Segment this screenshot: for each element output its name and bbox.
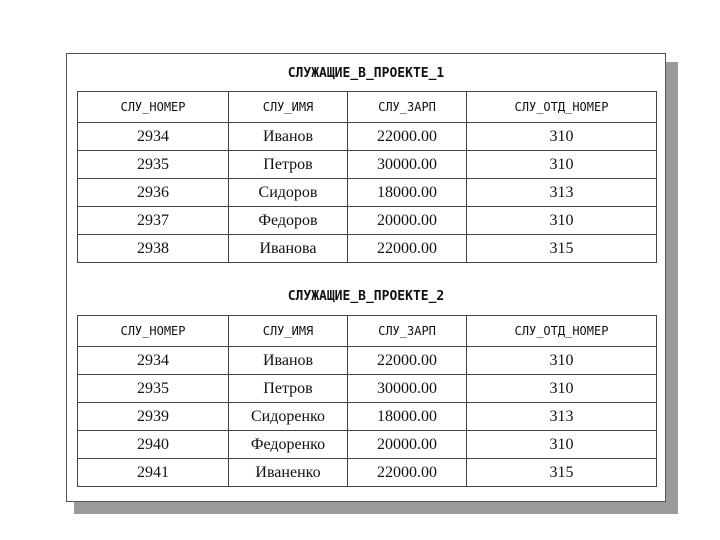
table-1-header-row [78,92,657,123]
table-2 [77,315,657,487]
cell-nomer: 2940 [78,431,229,459]
cell-zarp: 18000.00 [348,179,467,207]
header-slu-otd-nomer: СЛУ_ОТД_НОМЕР [467,316,657,347]
table-row [78,123,657,151]
cell-nomer: 2938 [78,235,229,263]
cell-otd: 310 [467,375,657,403]
header-slu-otd-nomer: СЛУ_ОТД_НОМЕР [467,92,657,123]
tables-frame [66,53,666,502]
table-row [78,151,657,179]
header-slu-nomer: СЛУ_НОМЕР [78,316,229,347]
cell-imya: Петров [229,375,348,403]
cell-zarp: 22000.00 [348,123,467,151]
cell-otd: 310 [467,431,657,459]
table-1 [77,91,657,263]
header-slu-imya: СЛУ_ИМЯ [229,92,348,123]
cell-imya: Иванов [229,123,348,151]
cell-imya: Петров [229,151,348,179]
cell-otd: 310 [467,207,657,235]
cell-imya: Сидоров [229,179,348,207]
cell-nomer: 2936 [78,179,229,207]
cell-nomer: 2935 [78,375,229,403]
table-2-header-row [78,316,657,347]
cell-otd: 313 [467,179,657,207]
table-row [78,179,657,207]
cell-otd: 310 [467,151,657,179]
cell-zarp: 18000.00 [348,403,467,431]
cell-imya: Сидоренко [229,403,348,431]
cell-nomer: 2939 [78,403,229,431]
cell-imya: Иваненко [229,459,348,487]
cell-nomer: 2937 [78,207,229,235]
table-row [78,459,657,487]
cell-zarp: 30000.00 [348,151,467,179]
cell-nomer: 2934 [78,347,229,375]
table-row [78,375,657,403]
table-1-caption: СЛУЖАЩИЕ_В_ПРОЕКТЕ_1 [287,66,445,81]
cell-zarp: 20000.00 [348,431,467,459]
cell-zarp: 22000.00 [348,235,467,263]
table-2-caption: СЛУЖАЩИЕ_В_ПРОЕКТЕ_2 [287,289,445,304]
table-row [78,347,657,375]
cell-imya: Федоренко [229,431,348,459]
table-row [78,207,657,235]
cell-zarp: 22000.00 [348,459,467,487]
cell-otd: 315 [467,459,657,487]
header-slu-nomer: СЛУ_НОМЕР [78,92,229,123]
cell-zarp: 22000.00 [348,347,467,375]
cell-nomer: 2935 [78,151,229,179]
cell-otd: 310 [467,123,657,151]
table-row [78,403,657,431]
cell-nomer: 2934 [78,123,229,151]
cell-imya: Федоров [229,207,348,235]
table-row [78,431,657,459]
header-slu-zarp: СЛУ_ЗАРП [348,92,467,123]
header-slu-imya: СЛУ_ИМЯ [229,316,348,347]
cell-nomer: 2941 [78,459,229,487]
cell-zarp: 20000.00 [348,207,467,235]
cell-otd: 315 [467,235,657,263]
cell-otd: 310 [467,347,657,375]
header-slu-zarp: СЛУ_ЗАРП [348,316,467,347]
table-row [78,235,657,263]
cell-imya: Иванов [229,347,348,375]
cell-imya: Иванова [229,235,348,263]
cell-zarp: 30000.00 [348,375,467,403]
cell-otd: 313 [467,403,657,431]
